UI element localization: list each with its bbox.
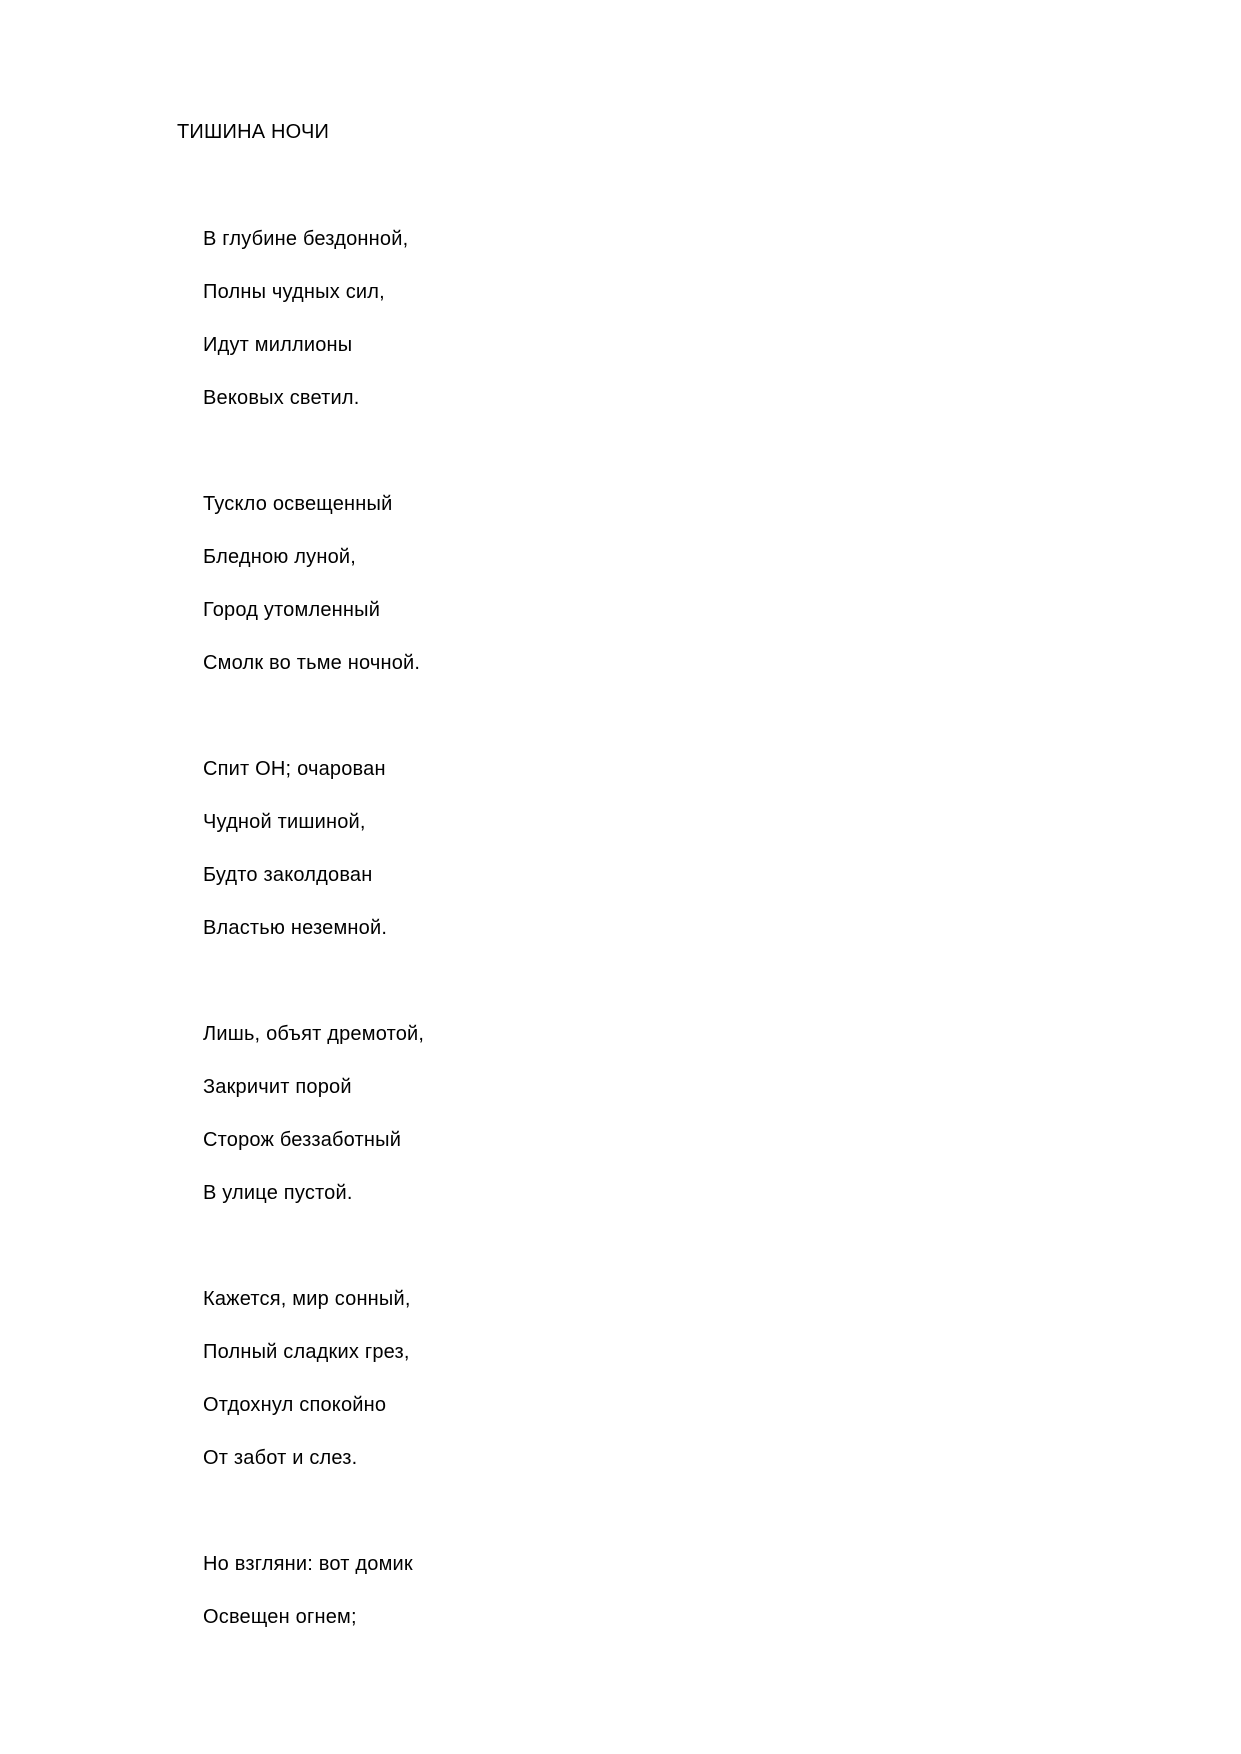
- poem-line: Будто заколдован: [203, 864, 373, 886]
- poem-line: Вековых светил.: [203, 387, 360, 409]
- poem-line: Смолк во тьме ночной.: [203, 652, 421, 674]
- poem-line: Отдохнул спокойно: [203, 1394, 387, 1416]
- poem-line: Но взгляни: вот домик: [203, 1553, 413, 1575]
- poem-line: Идут миллионы: [203, 334, 353, 356]
- poem-line: Полны чудных сил,: [203, 281, 385, 303]
- poem-line: Тускло освещенный: [203, 493, 393, 515]
- poem-line: Освещен огнем;: [203, 1606, 357, 1628]
- poem-line: В улице пустой.: [203, 1182, 353, 1204]
- poem-line: От забот и слез.: [203, 1447, 358, 1469]
- poem-line: Кажется, мир сонный,: [203, 1288, 411, 1310]
- poem-line: Полный сладких грез,: [203, 1341, 410, 1363]
- poem-line: Властью неземной.: [203, 917, 388, 939]
- poem-line: Лишь, объят дремотой,: [203, 1023, 425, 1045]
- poem-line: Сторож беззаботный: [203, 1129, 402, 1151]
- poem-title: ТИШИНА НОЧИ: [177, 121, 330, 143]
- poem-line: Закричит порой: [203, 1076, 352, 1098]
- poem-line: Чудной тишиной,: [203, 811, 366, 833]
- poem-line: Город утомленный: [203, 599, 381, 621]
- poem-line: В глубине бездонной,: [203, 228, 409, 250]
- poem-line: Спит ОН; очарован: [203, 758, 386, 780]
- poem-line: Бледною луной,: [203, 546, 357, 568]
